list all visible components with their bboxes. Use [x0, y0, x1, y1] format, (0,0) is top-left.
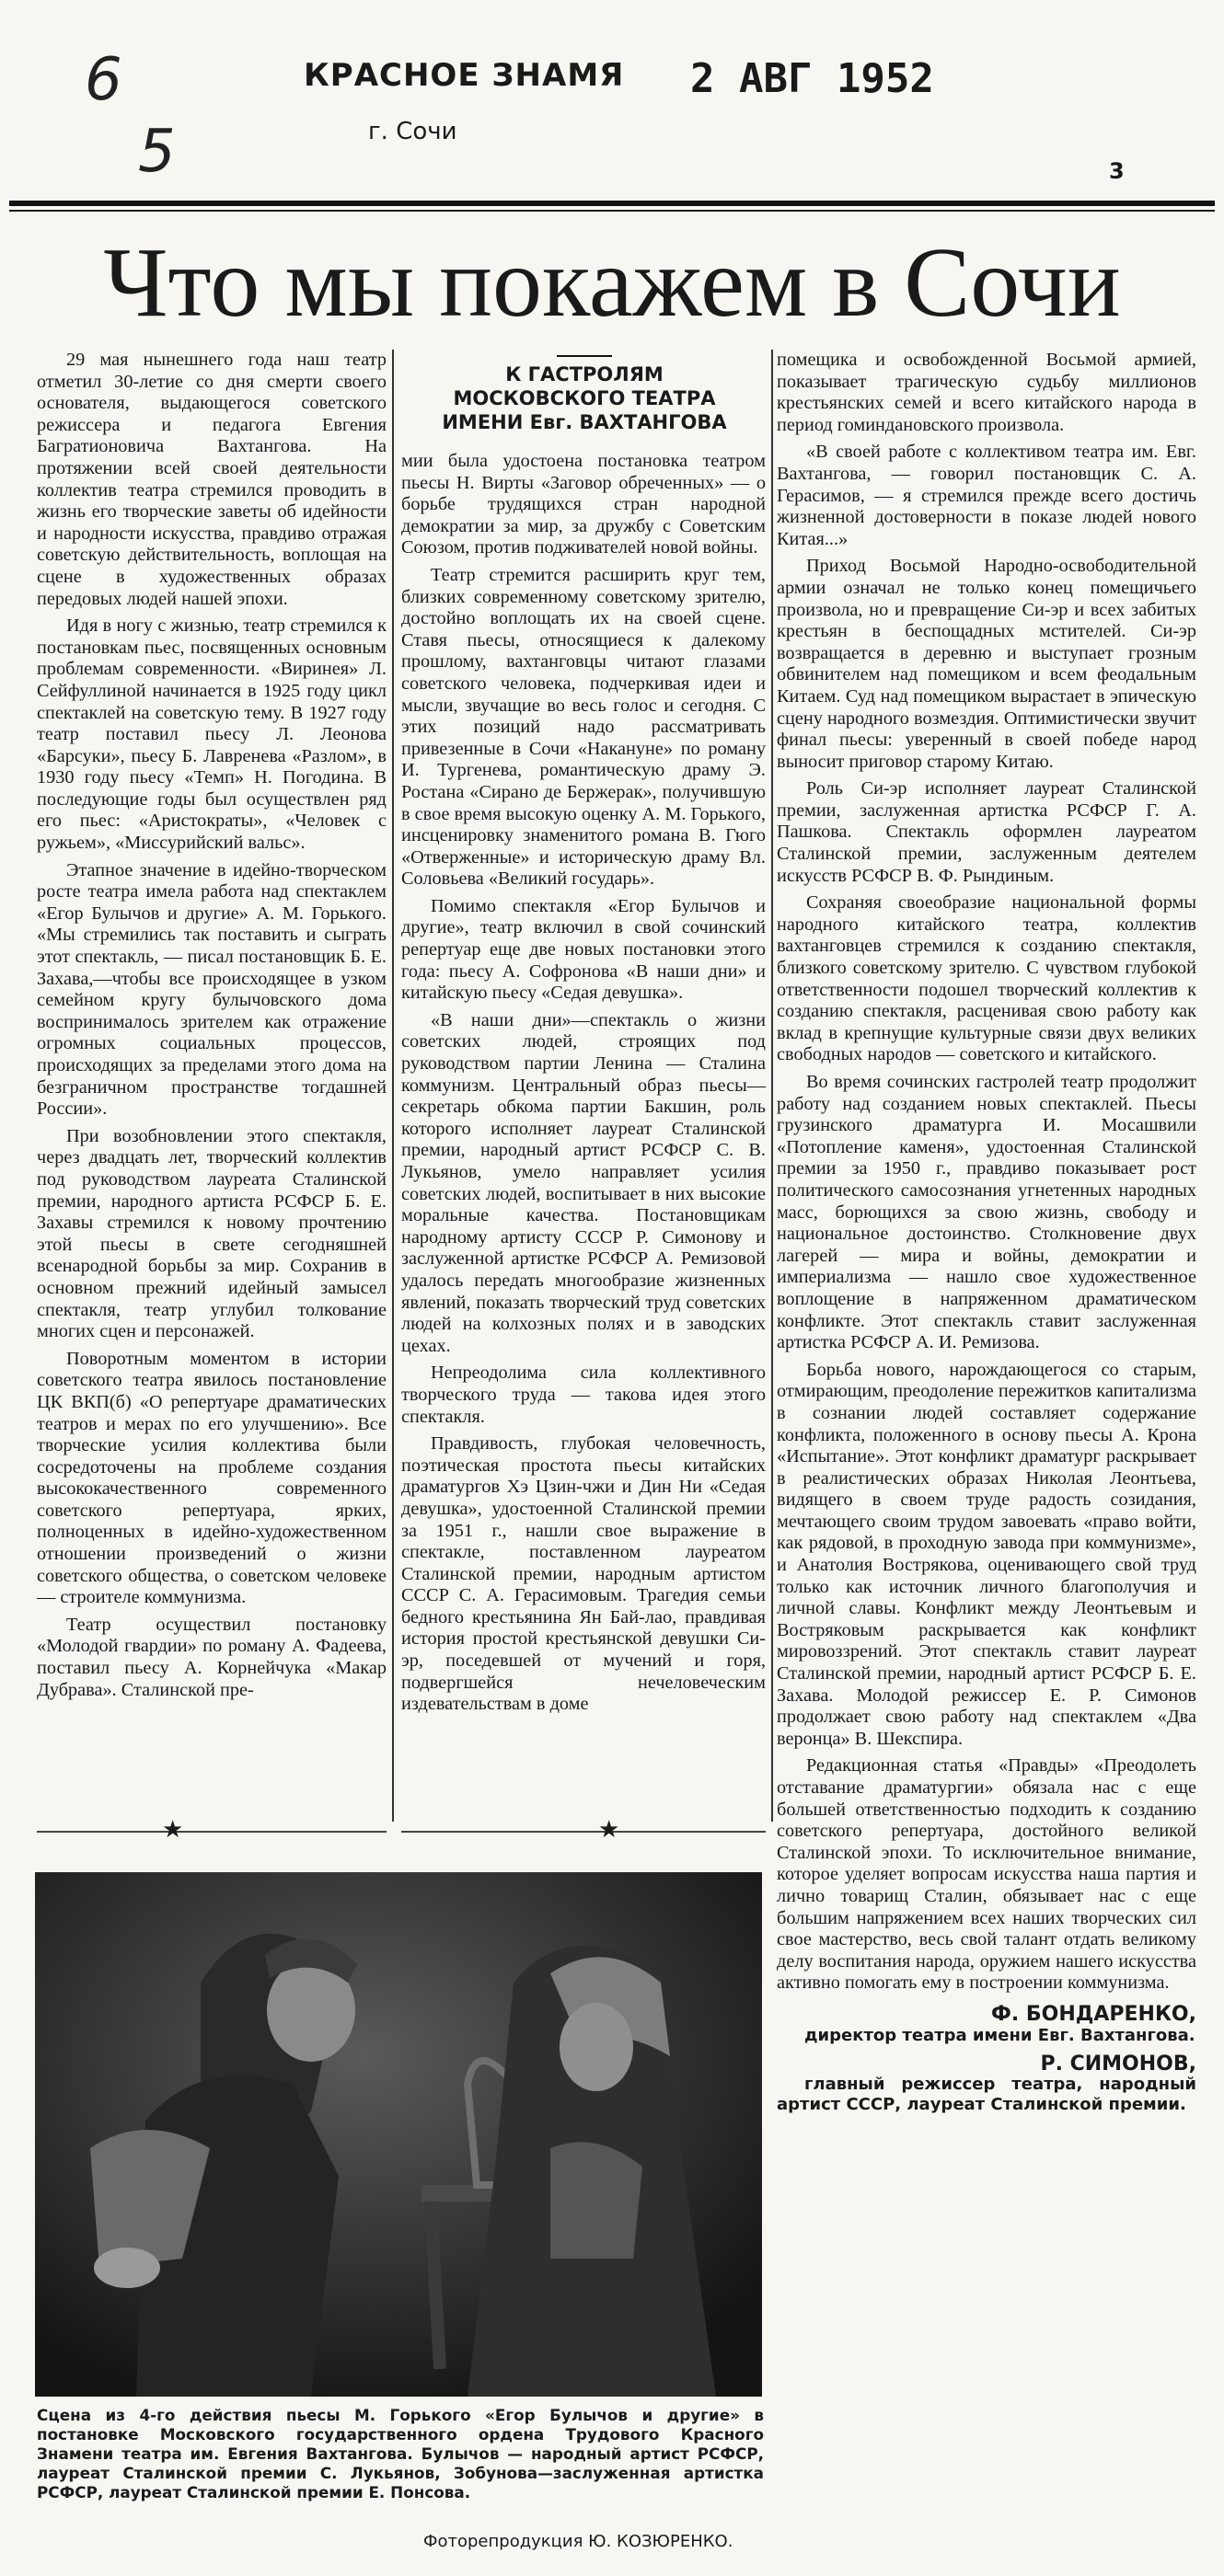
divider-star: ★	[162, 1816, 184, 1844]
page-number: 3	[1109, 158, 1125, 184]
photo-credit: Фоторепродукция Ю. КОЗЮРЕНКО.	[423, 2532, 733, 2551]
paragraph: Идя в ногу с жизнью, театр стремился к постановкам пьес, посвященных основным проблемам современности. «Виринея» Л. Сейфуллиной начинается в 1925 году цикл спектаклей на советскую тему. В 1927 году театр поставил пьесу Л. Леонова «Барсуки», пьесу Б. Лавренева «Разлом», в 1930 году пьесу «Темп» Н. Погодина. В последующие годы был осуществлен ряд его пьес: «Аристократы», «Человек с ружьем», «Миссурийский вальс».	[37, 615, 387, 854]
paragraph: Сохраняя своеобразие национальной формы народного китайского театра, коллектив вахтанговцев стремился к созданию спектакля, близкого советскому зрителю. С чувством глубокой ответственности подошел творческий коллектив к созданию спектакля, расценивая свою работу как вклад в крепнущие культурные связи двух великих свободных народов — советского и китайского.	[777, 892, 1196, 1065]
paragraph: Правдивость, глубокая человечность, поэтическая простота пьесы китайских драматургов Хэ Цзин-чжи и Дин Ни «Седая девушка», удостоенной Сталинской премии за 1951 г., нашли свое выражение в спектакле, поставленном лауреатом Сталинской премии, народным артистом СССР С. А. Герасимовым. Трагедия семьи бедного крестьянина Ян Бай-лао, правдивая история простой крестьянской девушки Си-эр, поседевшей от мучений и горя, подвергшейся нечеловеческим издевательствам в доме	[401, 1433, 766, 1715]
top-rule-thin	[9, 210, 1215, 212]
paragraph: Поворотным моментом в истории советского театра явилось постановление ЦК ВКП(б) «О репертуаре драматических театров и мерах по его улучшению». Все творческие усилия коллектива были сосредоточены на проблеме создания высококачественного современного советского репертуара, ярких, полноценных в идейно-художественном отношении произведений о жизни советского общества, о советском человеке — строителе коммунизма.	[37, 1348, 387, 1608]
paragraph: «В наши дни»—спектакль о жизни советских людей, строящих под руководством партии Ленина — Сталина коммунизм. Центральный образ пьесы—секретарь обкома партии Бакшин, роль которого исполняет лауреат Сталинской премии, народный артист РСФСР С. В. Лукьянов, умело направляет усилия советских людей, воспитывает в них высокие моральные качества. Постановщикам народному артисту СССР Р. Симонову и заслуженной артистке РСФСР А. Ремизовой удалось передать многообразие жизненных явлений, показать творческий труд советских людей на колхозных полях и в заводских цехах.	[401, 1009, 766, 1356]
signature-bondarenko	[777, 2004, 1196, 2046]
signature-name: Р. СИМОНОВ,	[1040, 2052, 1196, 2076]
paragraph: помещика и освобожденной Восьмой армией, показывает трагическую судьбу миллионов крестьянских семей и всего китайского народа в период гоминдановского произвола.	[777, 350, 1196, 435]
column-divider	[771, 350, 773, 1822]
paragraph: Приход Восьмой Народно-освободительной армии означал не только конец помещичьего произвола, но и превращение Си-эр и всех забитых крестьян в беспощадных мстителей. Си-эр возвращается в деревню и выступает грозным обвинителем над помещиком и всем феодальным Китаем. Суд над помещиком вырастает в эпическую сцену народного возмездия. Оптимистически звучит финал пьесы: уверенный в своей победе народ выносит приговор старому Китаю.	[777, 556, 1196, 772]
newspaper-name: КРАСНОЕ ЗНАМЯ	[304, 57, 625, 94]
column-divider	[392, 350, 394, 1822]
column-1	[37, 350, 387, 1707]
paragraph: Театр осуществил постановку «Молодой гвардии» по роману А. Фадеева, поставил пьесу А. Корнейчука «Макар Дубрава». Сталинской пре-	[37, 1614, 387, 1700]
signature-name: Ф. БОНДАРЕНКО,	[991, 2002, 1196, 2026]
signature-role: директор театра имени Евг. Вахтангова.	[804, 2025, 1195, 2045]
paragraph: Во время сочинских гастролей театр продолжит работу над созданием новых спектаклей. Пьесы грузинского драматурга И. Мосашвили «Потопление каменя», удостоенная Сталинской премии за 1950 г., правдиво показывает рост политического самосознания угнетенных народных масс, борющихся за свою жизнь, свободу и национальное достоинство. Столкновение двух лагерей — мира и войны, демократии и империализма — нашло свое художественное воплощение в напряженном драматическом конфликте. Этот спектакль ставит заслуженная артистка РСФСР А. И. Ремизова.	[777, 1072, 1196, 1353]
paragraph: Борьба нового, нарождающегося со старым, отмирающим, преодоление пережитков капитализма в сознании людей составляет содержание конфликта, положенного в основу пьесы А. Крона «Испытание». Этот конфликт драматург раскрывает в реалистических образах Николая Леонтьева, видящего в своем труде радость созидания, мечтающего своим трудом завоевать «право войти, как рядовой, в проходную завода при коммунизме», и Анатолия Вострякова, оценивающего свой труд только как источник личного благополучия и личной славы. Конфликт между Леонтьевым и Востряковым раскрывается как конфликт мировоззрений. Этот спектакль ставит лауреат Сталинской премии, народный артист РСФСР Б. Е. Захава. Молодой режиссер Е. Р. Симонов продолжает свою работу над спектаклем «Два веронца» В. Шекспира.	[777, 1359, 1196, 1749]
paragraph: «В своей работе с коллективом театра им. Евг. Вахтангова, — говорил постановщик С. А. Герасимов, — я стремился прежде всего достичь жизненной достоверности в показе людей нового Китая...»	[777, 442, 1196, 549]
paragraph: 29 мая нынешнего года наш театр отметил 30-летие со дня смерти своего основателя, выдающегося советского режиссера и педагога Евгения Багратионовича Вахтангова. На протяжении всей своей деятельности коллектив театра стремился проводить в жизнь его творческие заветы об идейности и народности искусства, правдиво отражая советскую действительность, воплощая на сцене в художественных образах передовых людей нашей эпохи.	[37, 350, 387, 609]
paragraph: Помимо спектакля «Егор Булычов и другие», театр включил в свой сочинский репертуар еще две новых постановки этого года: пьесу А. Софронова «В наши дни» и китайскую пьесу «Седая девушка».	[401, 895, 766, 1004]
section-divider-mid	[401, 1831, 766, 1833]
paragraph: Непреодолима сила коллективного творческого труда — такова идея этого спектакля.	[401, 1363, 766, 1427]
rubric-dash	[557, 355, 612, 357]
date-stamp: 2 АВГ 1952	[690, 55, 934, 102]
signature-role: главный режиссер театра, народный артист СССР, лауреат Сталинской премии.	[777, 2075, 1196, 2115]
rubric-line: ИМЕНИ Евг. ВАХТАНГОВА	[442, 411, 727, 433]
rubric-line: К ГАСТРОЛЯМ	[505, 363, 664, 385]
signature-simonov	[777, 2053, 1196, 2116]
scene-photo-image	[35, 1872, 762, 2397]
divider-star: ★	[598, 1816, 620, 1844]
newspaper-city: г. Сочи	[368, 118, 457, 145]
section-divider-left	[37, 1831, 387, 1833]
handwritten-page-number: 6	[85, 46, 122, 114]
rubric	[405, 355, 764, 434]
paragraph: При возобновлении этого спектакля, через двадцать лет, творческий коллектив под руководством лауреата Сталинской премии, народного артиста РСФСР Б. Е. Захавы стремился к новому прочтению этой пьесы в свете сегодняшней всенародной борьбы за мир. Сохранив в основном прежний идейный замысел спектакля, театр углубил толкование многих сцен и персонажей.	[37, 1125, 387, 1342]
column-3	[777, 350, 1196, 2115]
paragraph: мии была удостоена постановка театром пьесы Н. Вирты «Заговор обреченных» — о борьбе трудящихся стран народной демократии за мир, за дружбу с Советским Союзом, против подживателей новой войны.	[401, 451, 766, 558]
paragraph: Редакционная статья «Правды» «Преодолеть отставание драматургии» обязала нас с еще большей ответственностью подходить к созданию советского репертуара, достойного великой Сталинской эпохи. То исключительное внимание, которое уделяет вопросам искусства наша партия и лично товарищ Сталин, обязывает нас с еще большим напряжением всех наших творческих сил свое мастерство, весь свой талант отдать великому делу воспитания народа, оружием нашего искусства активно помогать ему в построении коммунизма.	[777, 1755, 1196, 1994]
paragraph: Роль Си-эр исполняет лауреат Сталинской премии, заслуженная артистка РСФСР Г. А. Пашкова. Спектакль оформлен лауреатом Сталинской премии, заслуженным деятелем искусств РСФСР В. Ф. Рындиным.	[777, 778, 1196, 886]
column-2	[401, 451, 766, 1721]
paragraph: Этапное значение в идейно-творческом росте театра имела работа над спектаклем «Егор Булычов и другие» А. М. Горького. «Мы стремились так поставить и сыграть этот спектакль, — писал постановщик Б. Е. Захава,—чтобы все происходящее в узком семейном кругу булычовского дома воспринималось зрителем как отражение огромных социальных процессов, происходящих за пределами этого дома на безграничном пространстве тогдашней России».	[37, 859, 387, 1120]
top-rule	[9, 201, 1215, 206]
handwritten-note: 5	[138, 118, 176, 186]
photo-caption: Сцена из 4-го действия пьесы М. Горького «Егор Булычов и другие» в постановке Московского государственного ордена Трудового Красного Знамени театра им. Евгения Вахтангова. Булычов — народный артист РСФСР, лауреат Сталинской премии С. Лукьянов, Зобунова—заслуженная артистка РСФСР, лауреат Сталинской премии Е. Понсова.	[37, 2406, 764, 2501]
paragraph: Театр стремится расширить круг тем, близких современному советскому зрителю, достойно воплощать их на своей сцене. Ставя пьесы, относящиеся к далекому прошлому, вахтанговцы читают глазами советского человека, подчеркивая идеи и мысли, звучащие во весь голос и сегодня. С этих позиций надо рассматривать привезенные в Сочи «Накануне» по роману И. Тургенева, романтическую драму Э. Ростана «Сирано де Бержерак», получившую в свое время высокую оценку А. М. Горького, инсценировку знаменитого романа В. Гюго «Отверженные» и историческую драму Вл. Соловьева «Великий государь».	[401, 564, 766, 890]
scene-photo	[35, 1872, 762, 2397]
article-headline: Что мы покажем в Сочи	[103, 228, 1121, 338]
rubric-line: МОСКОВСКОГО ТЕАТРА	[453, 387, 716, 409]
